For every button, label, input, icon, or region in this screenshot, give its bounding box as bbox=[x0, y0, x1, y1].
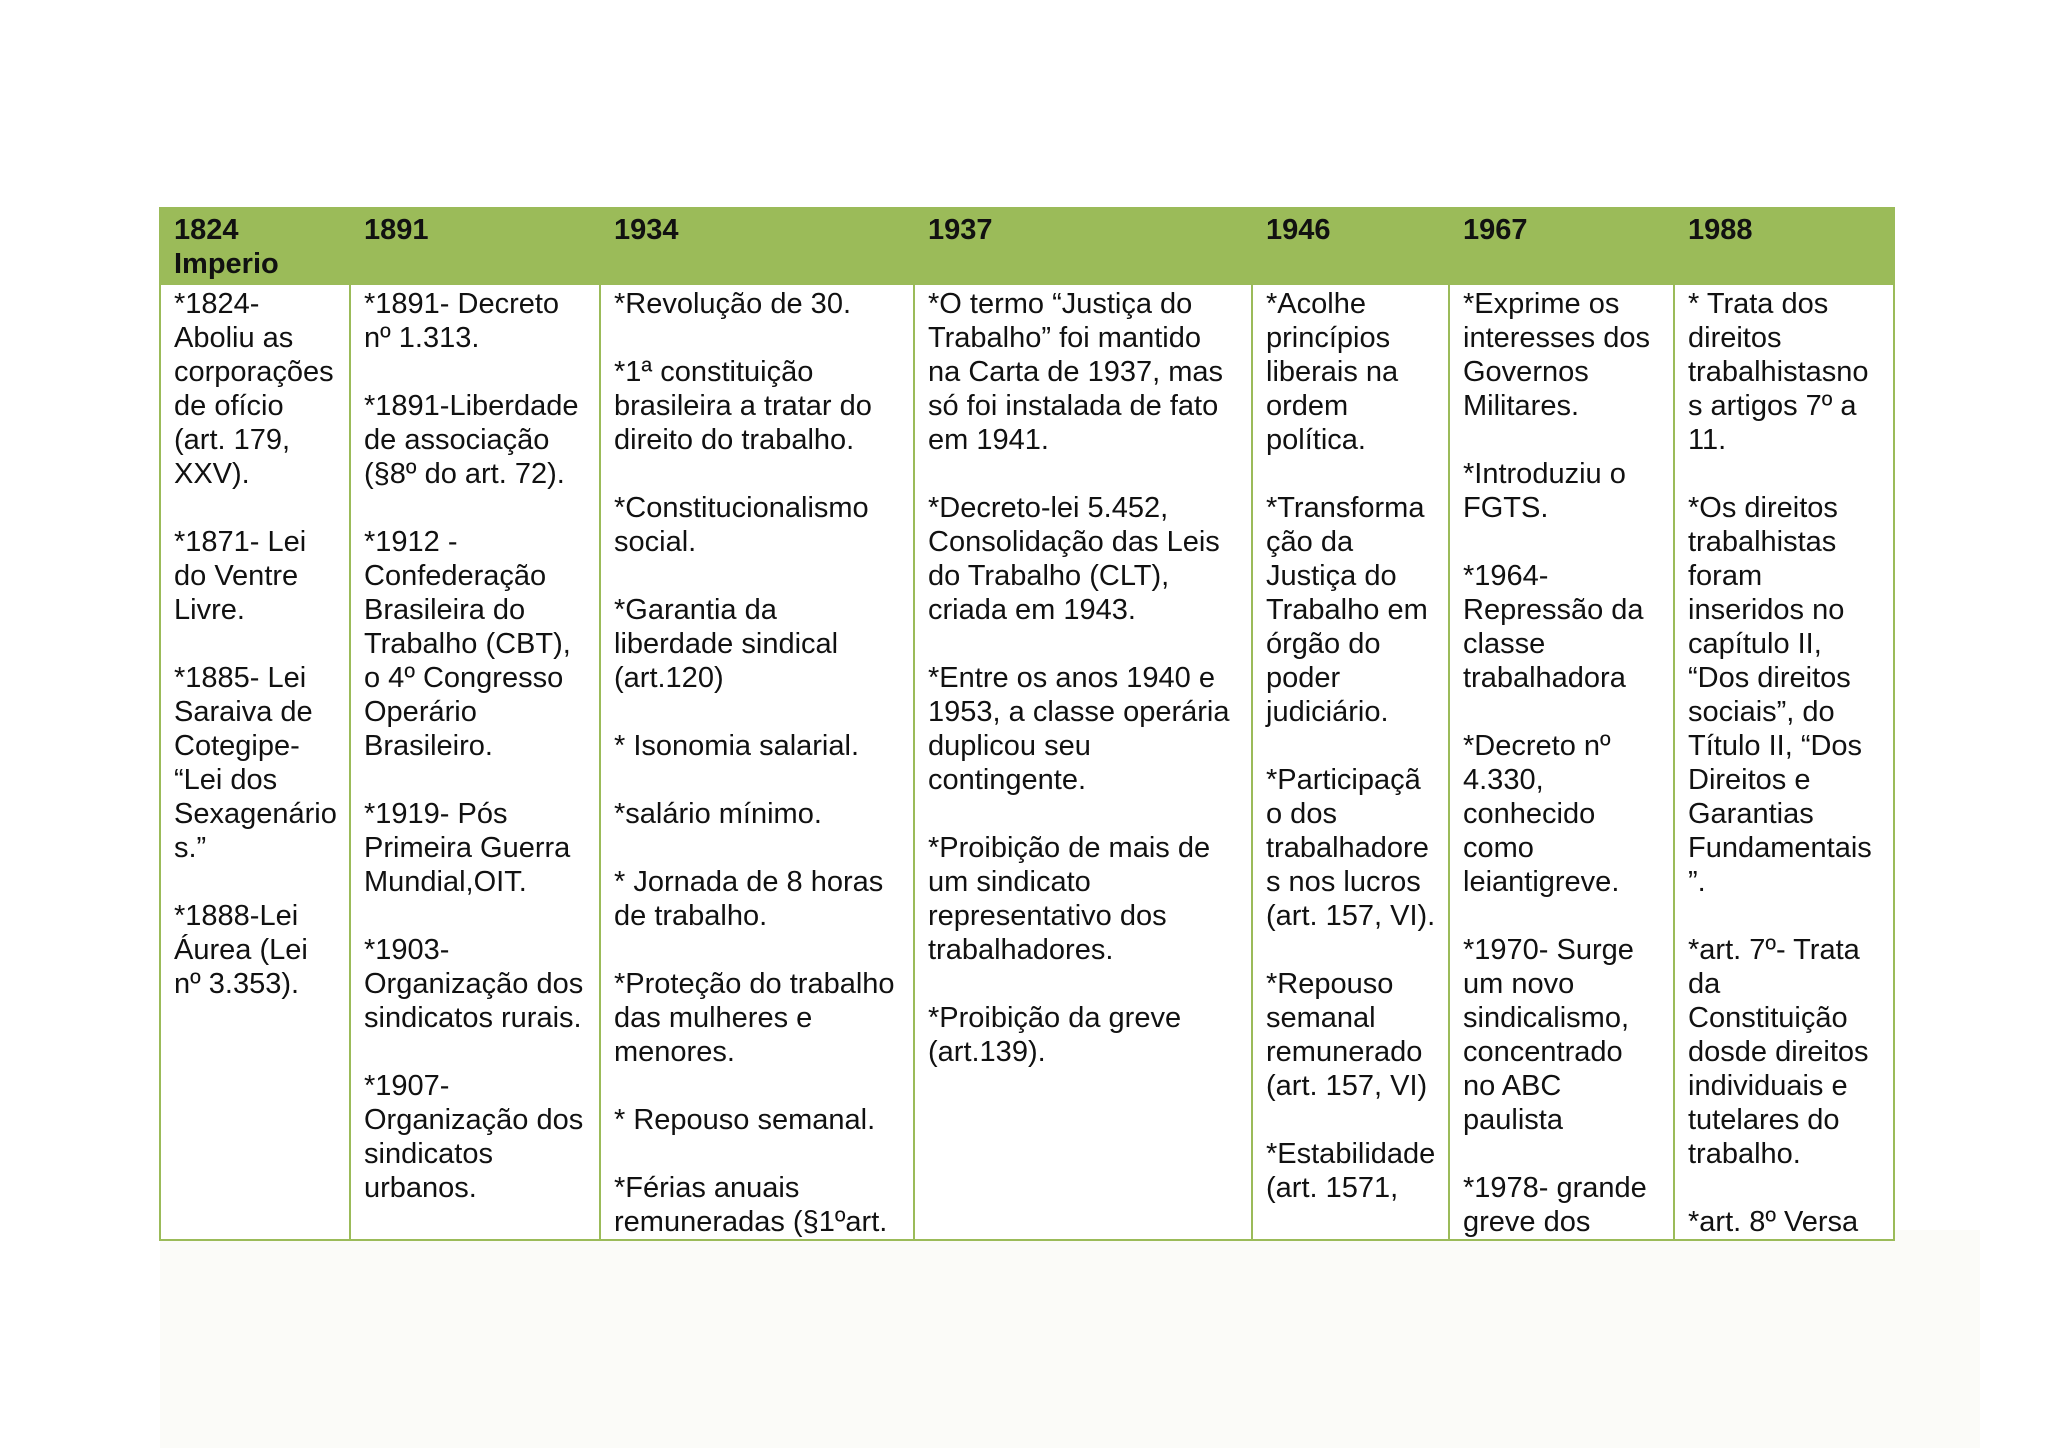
timeline-entry: *1891-Liberdade de associação (§8º do art. 72). bbox=[364, 390, 579, 490]
timeline-entry: *Férias anuais remuneradas (§1ºart. bbox=[614, 1172, 888, 1238]
column-cell-1934 bbox=[600, 284, 914, 1240]
column-subtitle: Imperio bbox=[174, 248, 279, 280]
timeline-entry: *Introduziu o FGTS. bbox=[1463, 458, 1626, 524]
column-header-1934 bbox=[600, 208, 914, 284]
timeline-entry: *Garantia da liberdade sindical (art.120) bbox=[614, 594, 839, 694]
timeline-entry: *Proibição de mais de um sindicato representativo dos trabalhadores. bbox=[928, 832, 1211, 966]
column-header-1824 bbox=[160, 208, 350, 284]
timeline-entry: *Repouso semanal remunerado (art. 157, VI) bbox=[1266, 968, 1428, 1102]
column-header-1988 bbox=[1674, 208, 1894, 284]
column-year: 1988 bbox=[1688, 214, 1753, 246]
column-year: 1946 bbox=[1266, 214, 1331, 246]
page-background-shade bbox=[160, 1230, 1980, 1448]
timeline-entry: *Entre os anos 1940 e 1953, a classe operária duplicou seu contingente. bbox=[928, 662, 1230, 796]
labor-law-timeline-table bbox=[159, 207, 1895, 1241]
column-header-1967 bbox=[1449, 208, 1674, 284]
timeline-entry: *Exprime os interesses dos Governos Militares. bbox=[1463, 288, 1650, 422]
timeline-entry: * Trata dos direitos trabalhistasno s artigos 7º a 11. bbox=[1688, 288, 1869, 456]
timeline-entry: * Repouso semanal. bbox=[614, 1104, 876, 1136]
timeline-entry: *1978- grande greve dos bbox=[1463, 1172, 1647, 1238]
timeline-entry: *Estabilidade (art. 1571, bbox=[1266, 1138, 1436, 1204]
column-cell-1988 bbox=[1674, 284, 1894, 1240]
timeline-entry: *1970- Surge um novo sindicalismo, concentrado no ABC paulista bbox=[1463, 934, 1634, 1136]
timeline-entry: *salário mínimo. bbox=[614, 798, 822, 830]
timeline-entry: *Os direitos trabalhistas foram inseridos no capítulo II, “Dos direitos sociais”, do Título II, “Dos Direitos e Garantias Fundamentais ”. bbox=[1688, 492, 1872, 898]
timeline-entry: *Decreto-lei 5.452, Consolidação das Leis do Trabalho (CLT), criada em 1943. bbox=[928, 492, 1220, 626]
column-year: 1967 bbox=[1463, 214, 1528, 246]
body-row bbox=[160, 284, 1894, 1240]
timeline-entry: *1964- Repressão da classe trabalhadora bbox=[1463, 560, 1644, 694]
timeline-entry: *O termo “Justiça do Trabalho” foi mantido na Carta de 1937, mas só foi instalada de fato em 1941. bbox=[928, 288, 1224, 456]
table-header bbox=[160, 208, 1894, 284]
column-header-1891 bbox=[350, 208, 600, 284]
timeline-entry: * Isonomia salarial. bbox=[614, 730, 859, 762]
column-cell-1891 bbox=[350, 284, 600, 1240]
column-year: 1937 bbox=[928, 214, 993, 246]
timeline-entry: *Proteção do trabalho das mulheres e menores. bbox=[614, 968, 895, 1068]
timeline-entry: *1ª constituição brasileira a tratar do direito do trabalho. bbox=[614, 356, 872, 456]
column-cell-1937 bbox=[914, 284, 1252, 1240]
column-year: 1891 bbox=[364, 214, 429, 246]
column-year: 1934 bbox=[614, 214, 679, 246]
timeline-entry: *1903- Organização dos sindicatos rurais. bbox=[364, 934, 584, 1034]
timeline-entry: * Jornada de 8 horas de trabalho. bbox=[614, 866, 884, 932]
header-row bbox=[160, 208, 1894, 284]
timeline-entry: *Acolhe princípios liberais na ordem política. bbox=[1266, 288, 1399, 456]
timeline-entry: *art. 8º Versa bbox=[1688, 1206, 1859, 1238]
timeline-entry: *Constitucionalismo social. bbox=[614, 492, 869, 558]
timeline-entry: *1885- Lei Saraiva de Cotegipe- “Lei dos Sexagenário s.” bbox=[174, 662, 337, 864]
column-header-1937 bbox=[914, 208, 1252, 284]
column-year: 1824 bbox=[174, 214, 239, 246]
table-body bbox=[160, 284, 1894, 1240]
column-cell-1824 bbox=[160, 284, 350, 1240]
timeline-entry: *Transforma ção da Justiça do Trabalho em órgão do poder judiciário. bbox=[1266, 492, 1428, 728]
column-cell-1967 bbox=[1449, 284, 1674, 1240]
timeline-entry: *1891- Decreto nº 1.313. bbox=[364, 288, 560, 354]
timeline-entry: *art. 7º- Trata da Constituição dosde direitos individuais e tutelares do trabalho. bbox=[1688, 934, 1869, 1170]
timeline-entry: *1871- Lei do Ventre Livre. bbox=[174, 526, 307, 626]
timeline-entry: *1919- Pós Primeira Guerra Mundial,OIT. bbox=[364, 798, 571, 898]
column-header-1946 bbox=[1252, 208, 1449, 284]
timeline-entry: *Proibição da greve (art.139). bbox=[928, 1002, 1182, 1068]
timeline-entry: *1888-Lei Áurea (Lei nº 3.353). bbox=[174, 900, 308, 1000]
timeline-entry: *1912 - Confederação Brasileira do Trabalho (CBT), o 4º Congresso Operário Brasileiro. bbox=[364, 526, 571, 762]
timeline-entry: *1824- Aboliu as corporações de ofício (art. 179, XXV). bbox=[174, 288, 334, 490]
timeline-entry: *1907- Organização dos sindicatos urbanos. bbox=[364, 1070, 584, 1204]
timeline-entry: *Participaçã o dos trabalhadore s nos lucros (art. 157, VI). bbox=[1266, 764, 1436, 932]
timeline-entry: *Revolução de 30. bbox=[614, 288, 851, 320]
column-cell-1946 bbox=[1252, 284, 1449, 1240]
timeline-entry: *Decreto nº 4.330, conhecido como leiantigreve. bbox=[1463, 730, 1620, 898]
